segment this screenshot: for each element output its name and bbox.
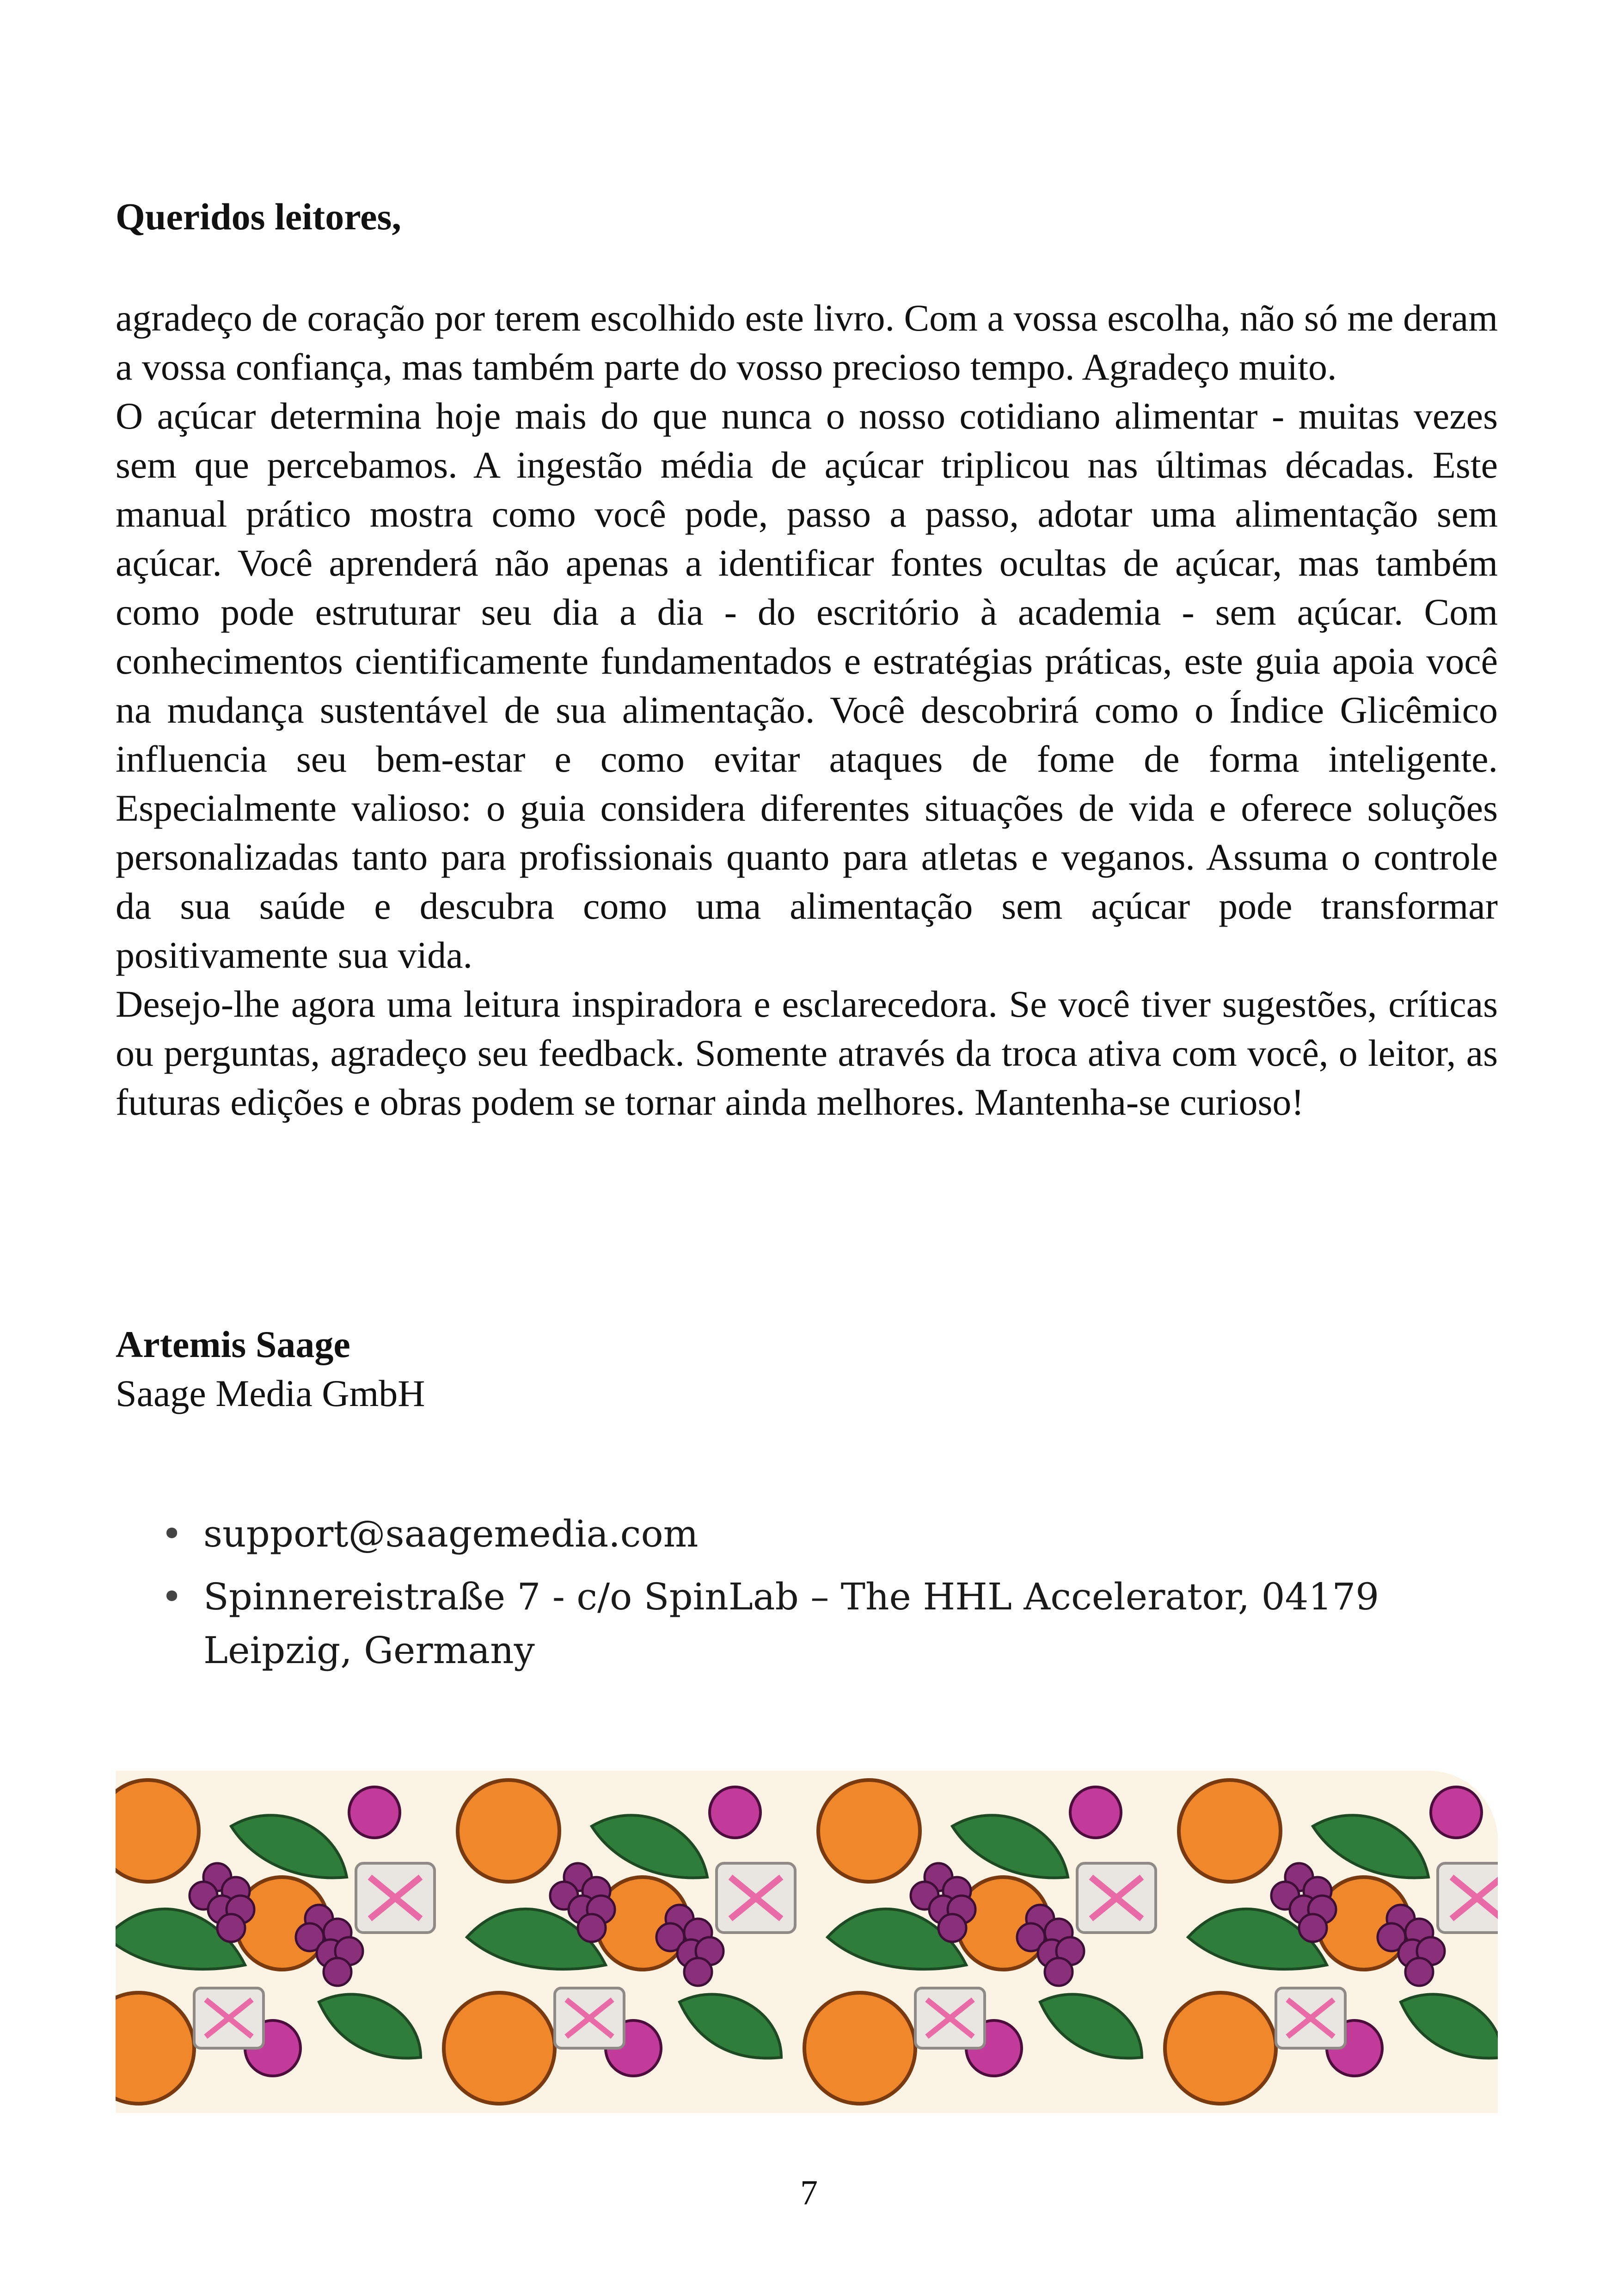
contact-address: Spinnereistraße 7 - c/o SpinLab – The HHL Accelerator, 04179 Leipzig, Germany: [203, 1575, 1379, 1672]
greeting-heading: Queridos leitores,: [116, 196, 401, 238]
bullet-icon: •: [161, 1575, 183, 1618]
contact-item-email: [116, 1507, 1502, 1561]
letter-paragraph: Desejo-lhe agora uma leitura inspiradora e esclarecedora. Se você tiver sugestões, críticas ou perguntas, agradeço seu feedback. Somente através da troca ativa com você, o leitor, as futuras edições e obras podem se tornar ainda melhores. Mantenha-se curioso!: [116, 983, 1498, 1123]
letter-paragraph: O açúcar determina hoje mais do que nunca o nosso cotidiano alimentar - muitas vezes sem que percebamos. A ingestão média de açúcar triplicou nas últimas décadas. Este manual prático mostra como você pode, passo a passo, adotar uma alimentação sem açúcar. Você aprenderá não apenas a identificar fontes ocultas de açúcar, mas também como pode estruturar seu dia a dia - do escritório à academia - sem açúcar. Com conhecimentos cientificamente fundamentados e estratégias práticas, este guia apoia você na mudança sustentável de sua alimentação. Você descobrirá como o Índice Glicêmico influencia seu bem-estar e como evitar ataques de fome de forma inteligente. Especialmente valioso: o guia considera diferentes situações de vida e oferece soluções personalizadas tanto para profissionais quanto para atletas e veganos. Assuma o controle da sua saúde e descubra como uma alimentação sem açúcar pode transformar positivamente sua vida.: [116, 395, 1498, 976]
page-number: 7: [800, 2173, 818, 2212]
letter-body: [116, 294, 1498, 1127]
fruit-pattern-illustration: [116, 1771, 1498, 2113]
contact-list: [116, 1507, 1502, 1687]
decorative-fruit-banner: [116, 1771, 1498, 2113]
contact-item-address: [116, 1570, 1502, 1677]
bullet-icon: •: [161, 1512, 183, 1555]
letter-paragraph: agradeço de coração por terem escolhido este livro. Com a vossa escolha, não só me deram a vossa confiança, mas também parte do vosso precioso tempo. Agradeço muito.: [116, 297, 1498, 388]
signature-block: [116, 1320, 1498, 1418]
contact-email[interactable]: support@saagemedia.com: [203, 1512, 699, 1555]
signature-company: Saage Media GmbH: [116, 1372, 425, 1414]
signature-name: Artemis Saage: [116, 1323, 350, 1365]
